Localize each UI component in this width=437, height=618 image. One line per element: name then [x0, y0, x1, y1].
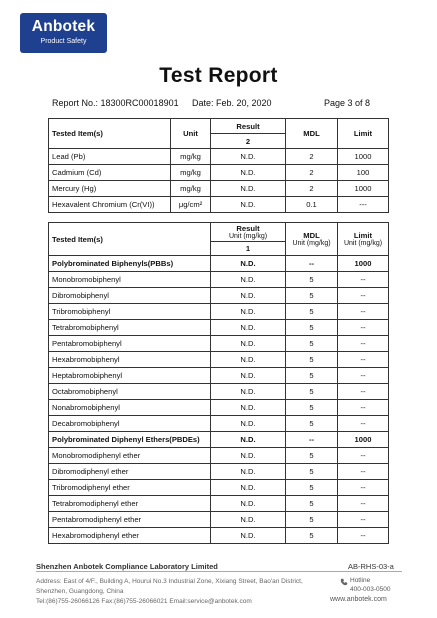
table-row — [49, 432, 389, 448]
table-row — [49, 528, 389, 544]
cell-result: N.D. — [211, 165, 286, 181]
cell-item: Hexavalent Chromium (Cr(VI)) — [49, 197, 171, 213]
cell-item: Monobromobiphenyl — [49, 272, 211, 288]
footer-divider — [36, 571, 402, 572]
cell-item: Nonabromobiphenyl — [49, 400, 211, 416]
cell-limit: -- — [338, 304, 389, 320]
cell-mdl: -- — [286, 432, 338, 448]
cell-limit: 1000 — [338, 256, 389, 272]
header-result: Result — [211, 119, 286, 134]
header-limit-label: Limit — [353, 231, 373, 240]
cell-result: N.D. — [211, 288, 286, 304]
hotline-block — [350, 576, 406, 594]
cell-limit: -- — [338, 320, 389, 336]
cell-mdl: 5 — [286, 288, 338, 304]
cell-mdl: 2 — [286, 181, 338, 197]
cell-result: N.D. — [211, 368, 286, 384]
cell-result: N.D. — [211, 384, 286, 400]
cell-result: N.D. — [211, 336, 286, 352]
header-unit: Unit — [171, 119, 211, 149]
cell-item: Pentabromodiphenyl ether — [49, 512, 211, 528]
hotline-label: Hotline — [350, 577, 371, 584]
cell-result: N.D. — [211, 432, 286, 448]
cell-limit: -- — [338, 272, 389, 288]
cell-unit: mg/kg — [171, 165, 211, 181]
cell-item: Hexabromodiphenyl ether — [49, 528, 211, 544]
cell-mdl: 5 — [286, 384, 338, 400]
cell-mdl: 0.1 — [286, 197, 338, 213]
table-row — [49, 320, 389, 336]
footer-address — [36, 577, 326, 607]
table-row — [49, 149, 389, 165]
cell-item: Tetrabromodiphenyl ether — [49, 496, 211, 512]
cell-limit: -- — [338, 384, 389, 400]
address-line-2: Shenzhen, Guangdong, China — [36, 588, 124, 595]
cell-item: Decabromobiphenyl — [49, 416, 211, 432]
cell-mdl: 5 — [286, 512, 338, 528]
table-row — [49, 165, 389, 181]
cell-item: Heptabromobiphenyl — [49, 368, 211, 384]
cell-mdl: 5 — [286, 448, 338, 464]
cell-mdl: 5 — [286, 336, 338, 352]
cell-item: Pentabromobiphenyl — [49, 336, 211, 352]
cell-mdl: 5 — [286, 496, 338, 512]
table-row — [49, 512, 389, 528]
cell-result: N.D. — [211, 416, 286, 432]
cell-mdl: 5 — [286, 464, 338, 480]
phone-icon — [340, 578, 348, 586]
cell-item: Hexabromobiphenyl — [49, 352, 211, 368]
logo-tagline: Product Safety — [40, 38, 87, 45]
table-row — [49, 384, 389, 400]
cell-item: Octabromobiphenyl — [49, 384, 211, 400]
table-row — [49, 464, 389, 480]
company-logo — [20, 13, 107, 53]
cell-item: Tetrabromobiphenyl — [49, 320, 211, 336]
header-result-unit: Unit (mg/kg) — [228, 233, 268, 240]
cell-limit: -- — [338, 400, 389, 416]
cell-result: N.D. — [211, 272, 286, 288]
metals-table — [48, 118, 389, 213]
header-limit: Limit — [338, 119, 389, 149]
cell-item: Polybrominated Diphenyl Ethers(PBDEs) — [49, 432, 211, 448]
cell-result: N.D. — [211, 256, 286, 272]
cell-unit: μg/cm² — [171, 197, 211, 213]
cell-result: N.D. — [211, 181, 286, 197]
cell-limit: -- — [338, 496, 389, 512]
table-row — [49, 256, 389, 272]
table-row — [49, 448, 389, 464]
header-mdl — [286, 223, 338, 256]
cell-mdl: 5 — [286, 304, 338, 320]
cell-item: Polybrominated Biphenyls(PBBs) — [49, 256, 211, 272]
table-row — [49, 197, 389, 213]
cell-result: N.D. — [211, 149, 286, 165]
header-tested-items: Tested Item(s) — [49, 119, 171, 149]
header-limit-unit: Unit (mg/kg) — [343, 240, 383, 247]
cell-limit: 1000 — [338, 149, 389, 165]
header-mdl-unit: Unit (mg/kg) — [292, 240, 331, 247]
cell-mdl: 5 — [286, 368, 338, 384]
cell-mdl: 5 — [286, 480, 338, 496]
cell-limit: 1000 — [338, 181, 389, 197]
cell-limit: -- — [338, 288, 389, 304]
cell-limit: -- — [338, 512, 389, 528]
cell-result: N.D. — [211, 400, 286, 416]
cell-limit: 100 — [338, 165, 389, 181]
cell-item: Tribromobiphenyl — [49, 304, 211, 320]
cell-mdl: 2 — [286, 165, 338, 181]
cell-item: Lead (Pb) — [49, 149, 171, 165]
cell-item: Cadmium (Cd) — [49, 165, 171, 181]
header-result-label: Result — [236, 224, 260, 233]
cell-result: N.D. — [211, 464, 286, 480]
cell-result: N.D. — [211, 352, 286, 368]
header-tested-items: Tested Item(s) — [49, 223, 211, 256]
header-mdl-label: MDL — [303, 231, 320, 240]
header-mdl: MDL — [286, 119, 338, 149]
cell-result: N.D. — [211, 480, 286, 496]
table-row — [49, 400, 389, 416]
cell-item: Monobromodiphenyl ether — [49, 448, 211, 464]
flame-retardant-table — [48, 222, 389, 544]
table-row — [49, 416, 389, 432]
report-info-row — [52, 97, 372, 109]
cell-result: N.D. — [211, 448, 286, 464]
cell-result: N.D. — [211, 512, 286, 528]
cell-mdl: -- — [286, 256, 338, 272]
table-row — [49, 352, 389, 368]
report-date: Date: Feb. 20, 2020 — [192, 98, 272, 108]
cell-limit: -- — [338, 464, 389, 480]
cell-unit: mg/kg — [171, 181, 211, 197]
report-number: Report No.: 18300RC00018901 — [52, 98, 179, 108]
header-limit — [338, 223, 389, 256]
page-title: Test Report — [159, 64, 278, 87]
header-result-sample: 2 — [211, 134, 286, 149]
cell-result: N.D. — [211, 528, 286, 544]
cell-item: Dibromobiphenyl — [49, 288, 211, 304]
cell-mdl: 5 — [286, 272, 338, 288]
cell-result: N.D. — [211, 304, 286, 320]
metals-table-body — [49, 149, 389, 213]
cell-limit: -- — [338, 352, 389, 368]
cell-item: Mercury (Hg) — [49, 181, 171, 197]
table-row — [49, 368, 389, 384]
cell-limit: -- — [338, 528, 389, 544]
table-row — [49, 336, 389, 352]
header-result-sample: 1 — [211, 242, 286, 256]
cell-mdl: 2 — [286, 149, 338, 165]
table-header-row — [49, 223, 389, 242]
cell-limit: 1000 — [338, 432, 389, 448]
table-row — [49, 272, 389, 288]
footer-website: www.anbotek.com — [330, 596, 387, 603]
logo-name: Anbotek — [31, 18, 96, 35]
cell-result: N.D. — [211, 197, 286, 213]
table-row — [49, 181, 389, 197]
cell-limit: --- — [338, 197, 389, 213]
table-row — [49, 496, 389, 512]
cell-unit: mg/kg — [171, 149, 211, 165]
cell-item: Dibromodiphenyl ether — [49, 464, 211, 480]
table-row — [49, 304, 389, 320]
footer-company: Shenzhen Anbotek Compliance Laboratory Limited — [36, 562, 218, 571]
cell-mdl: 5 — [286, 400, 338, 416]
header-result — [211, 223, 286, 242]
cell-mdl: 5 — [286, 352, 338, 368]
cell-limit: -- — [338, 368, 389, 384]
cell-result: N.D. — [211, 320, 286, 336]
table-row — [49, 288, 389, 304]
hotline-number: 400-003-0500 — [350, 586, 391, 593]
cell-limit: -- — [338, 480, 389, 496]
table-row — [49, 480, 389, 496]
contact-line: Tel:(86)755-26066126 Fax:(86)755-26066021 Email:service@anbotek.com — [36, 598, 252, 605]
cell-limit: -- — [338, 448, 389, 464]
flame-retardant-table-body — [49, 256, 389, 544]
table-header-row — [49, 119, 389, 134]
cell-mdl: 5 — [286, 416, 338, 432]
cell-result: N.D. — [211, 496, 286, 512]
cell-mdl: 5 — [286, 528, 338, 544]
footer-form-code: AB-RHS-03-a — [348, 562, 394, 571]
cell-item: Tribromodiphenyl ether — [49, 480, 211, 496]
cell-limit: -- — [338, 416, 389, 432]
cell-mdl: 5 — [286, 320, 338, 336]
page-number: Page 3 of 8 — [324, 98, 371, 108]
cell-limit: -- — [338, 336, 389, 352]
address-line-1: Address: East of 4/F., Building A, Hourui No.3 Industrial Zone, Xixiang Street, Bao'an District, — [36, 578, 303, 585]
